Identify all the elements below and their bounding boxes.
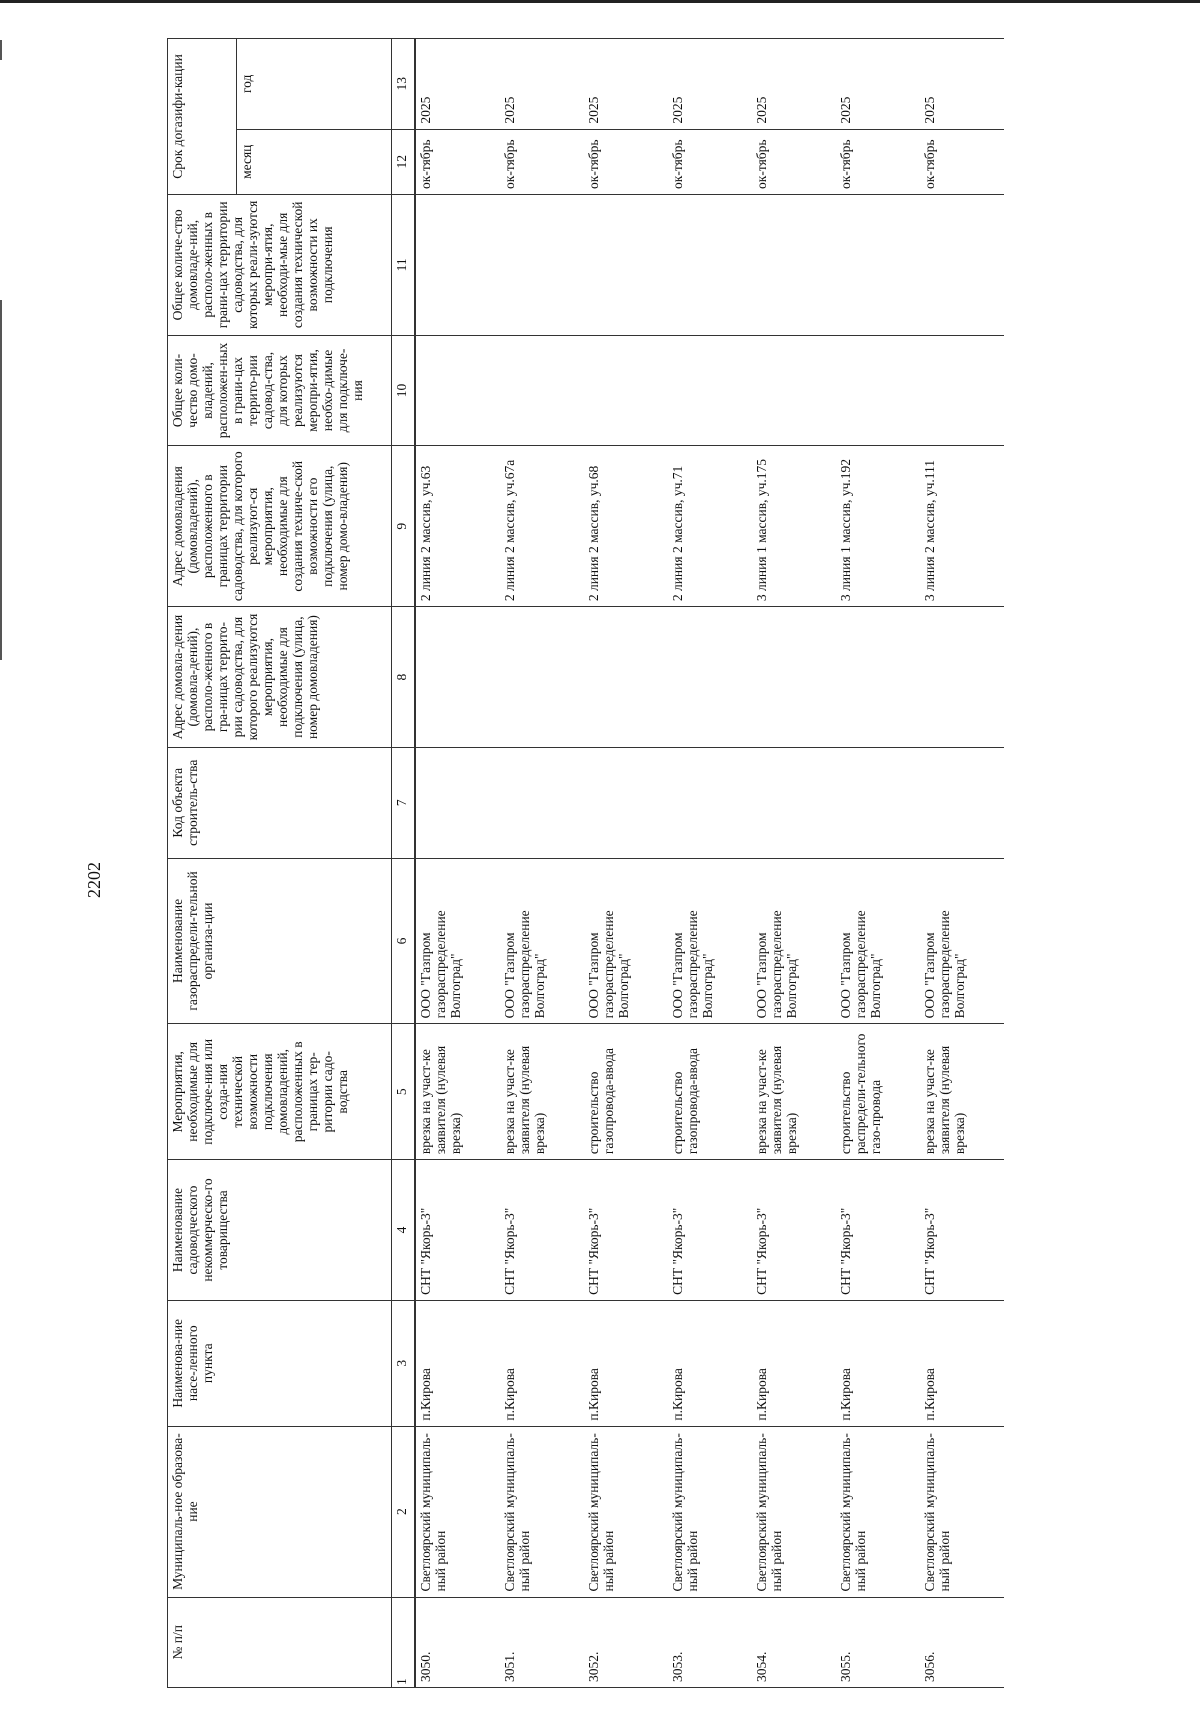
header-settlement: Наименова-ние насе-ленного пункта <box>168 1300 392 1426</box>
cell-snt: СНТ "Якорь-3" <box>584 1160 668 1301</box>
cell-gas-org: ООО "Газпром газораспределение Волгоград" <box>668 858 752 1024</box>
cell-no: 3056. <box>920 1597 1004 1687</box>
cell-year: 2025 <box>836 39 920 130</box>
cell-address-capability: 3 линия 1 массив, уч.175 <box>752 446 836 607</box>
cell-address-connection <box>752 607 836 748</box>
cell-object-code <box>920 747 1004 858</box>
cell-gas-org: ООО "Газпром газораспределение Волгоград" <box>584 858 668 1024</box>
cell-object-code <box>752 747 836 858</box>
cell-count-capability <box>415 194 500 335</box>
table-row <box>584 39 668 1688</box>
cell-month: ок-тябрь <box>415 129 500 194</box>
cell-address-connection <box>920 607 1004 748</box>
column-number: 6 <box>392 858 416 1024</box>
cell-gas-org: ООО "Газпром газораспределение Волгоград" <box>500 858 584 1024</box>
cell-month: ок-тябрь <box>668 129 752 194</box>
column-number: 2 <box>392 1426 416 1597</box>
cell-snt: СНТ "Якорь-3" <box>415 1160 500 1301</box>
cell-address-connection <box>836 607 920 748</box>
header-year: год <box>237 39 392 130</box>
header-count-capability: Общее количе-ство домовладе-ний, располо-женных в грани-цах территории садоводства, для которых реали-зуются меропри-ятия, необходи-мые для создания технической возможности их подключения <box>168 194 392 335</box>
top-border-line <box>0 0 1200 3</box>
header-municipality: Муниципаль-ное образова-ние <box>168 1426 392 1597</box>
cell-snt: СНТ "Якорь-3" <box>500 1160 584 1301</box>
cell-month: ок-тябрь <box>500 129 584 194</box>
column-number: 4 <box>392 1160 416 1301</box>
cell-count-connection <box>668 335 752 446</box>
cell-month: ок-тябрь <box>836 129 920 194</box>
cell-measures: врезка на участ-ке заявителя (нулевая врезка) <box>920 1024 1004 1160</box>
cell-address-connection <box>584 607 668 748</box>
cell-settlement: п.Кирова <box>500 1300 584 1426</box>
cell-object-code <box>415 747 500 858</box>
cell-count-connection <box>415 335 500 446</box>
cell-gas-org: ООО "Газпром газораспределение Волгоград" <box>836 858 920 1024</box>
cell-gas-org: ООО "Газпром газораспределение Волгоград" <box>920 858 1004 1024</box>
scan-edge-mark <box>0 300 2 660</box>
cell-settlement: п.Кирова <box>752 1300 836 1426</box>
table-row <box>836 39 920 1688</box>
cell-measures: врезка на участ-ке заявителя (нулевая врезка) <box>752 1024 836 1160</box>
page-number: 2202 <box>84 862 104 898</box>
cell-address-connection <box>500 607 584 748</box>
cell-settlement: п.Кирова <box>668 1300 752 1426</box>
column-number: 12 <box>392 129 416 194</box>
column-number: 11 <box>392 194 416 335</box>
cell-no: 3051. <box>500 1597 584 1687</box>
cell-count-capability <box>500 194 584 335</box>
cell-count-capability <box>836 194 920 335</box>
cell-settlement: п.Кирова <box>920 1300 1004 1426</box>
header-count-connection: Общее коли-чество домо-владений, расположен-ных в грани-цах террито-рии садовод-ства, для которых реализуются меропри-ятия, необхо-димые для подключе-ния <box>168 335 392 446</box>
cell-municipality: Светлоярский муниципаль-ный район <box>584 1426 668 1597</box>
cell-gas-org: ООО "Газпром газораспределение Волгоград" <box>752 858 836 1024</box>
cell-year: 2025 <box>415 39 500 130</box>
cell-settlement: п.Кирова <box>584 1300 668 1426</box>
cell-year: 2025 <box>668 39 752 130</box>
table-row <box>500 39 584 1688</box>
cell-measures: строительство газопровода-ввода <box>668 1024 752 1160</box>
cell-measures: строительство распредели-тельного газо-провода <box>836 1024 920 1160</box>
cell-object-code <box>668 747 752 858</box>
cell-settlement: п.Кирова <box>836 1300 920 1426</box>
cell-address-capability: 2 линия 2 массив, уч.67а <box>500 446 584 607</box>
cell-snt: СНТ "Якорь-3" <box>920 1160 1004 1301</box>
cell-municipality: Светлоярский муниципаль-ный район <box>415 1426 500 1597</box>
table-header <box>168 39 392 1688</box>
cell-year: 2025 <box>584 39 668 130</box>
cell-address-capability: 2 линия 2 массив, уч.71 <box>668 446 752 607</box>
cell-address-connection <box>668 607 752 748</box>
cell-gas-org: ООО "Газпром газораспределение Волгоград" <box>415 858 500 1024</box>
rotated-table-container <box>167 38 1192 1688</box>
column-number: 3 <box>392 1300 416 1426</box>
cell-municipality: Светлоярский муниципаль-ный район <box>668 1426 752 1597</box>
column-number: 7 <box>392 747 416 858</box>
cell-no: 3055. <box>836 1597 920 1687</box>
column-number: 9 <box>392 446 416 607</box>
cell-count-connection <box>920 335 1004 446</box>
column-number: 5 <box>392 1024 416 1160</box>
gasification-table <box>167 38 1004 1688</box>
cell-settlement: п.Кирова <box>415 1300 500 1426</box>
cell-count-capability <box>920 194 1004 335</box>
cell-municipality: Светлоярский муниципаль-ный район <box>752 1426 836 1597</box>
cell-month: ок-тябрь <box>920 129 1004 194</box>
header-measures: Мероприятия, необходимые для подключе-ния или созда-ния технической возможности подключения домовладений, расположенных в границах тер-ритории садо-водства <box>168 1024 392 1160</box>
header-address-connection: Адрес домовла-дения (домовла-дений), располо-женного в гра-ницах террито-рии садоводства, для которого реализуются мероприятия, необходимые для подключения (улица, номер домовладения) <box>168 607 392 748</box>
header-address-capability: Адрес домовладения (домовладений), расположенного в границах территории садоводства, для которого реализуют-ся мероприятия, необходимые для создания техниче-ской возможности его подключения (улица, номер домо-владения) <box>168 446 392 607</box>
cell-measures: строительство газопровода-ввода <box>584 1024 668 1160</box>
cell-municipality: Светлоярский муниципаль-ный район <box>836 1426 920 1597</box>
column-number: 13 <box>392 39 416 130</box>
column-number: 8 <box>392 607 416 748</box>
cell-month: ок-тябрь <box>584 129 668 194</box>
cell-count-capability <box>752 194 836 335</box>
cell-address-connection <box>415 607 500 748</box>
cell-address-capability: 2 линия 2 массив, уч.63 <box>415 446 500 607</box>
header-month: месяц <box>237 129 392 194</box>
cell-object-code <box>584 747 668 858</box>
cell-object-code <box>500 747 584 858</box>
cell-address-capability: 3 линия 2 массив, уч.111 <box>920 446 1004 607</box>
cell-month: ок-тябрь <box>752 129 836 194</box>
table-row <box>415 39 500 1688</box>
cell-municipality: Светлоярский муниципаль-ный район <box>500 1426 584 1597</box>
cell-count-capability <box>584 194 668 335</box>
cell-year: 2025 <box>752 39 836 130</box>
header-object-code: Код объекта строитель-ства <box>168 747 392 858</box>
cell-count-connection <box>500 335 584 446</box>
cell-snt: СНТ "Якорь-3" <box>668 1160 752 1301</box>
cell-count-connection <box>752 335 836 446</box>
scan-edge-mark <box>0 40 2 60</box>
cell-no: 3052. <box>584 1597 668 1687</box>
cell-measures: врезка на участ-ке заявителя (нулевая врезка) <box>415 1024 500 1160</box>
cell-count-capability <box>668 194 752 335</box>
table-body <box>392 39 1005 1688</box>
cell-snt: СНТ "Якорь-3" <box>752 1160 836 1301</box>
cell-municipality: Светлоярский муниципаль-ный район <box>920 1426 1004 1597</box>
cell-address-capability: 2 линия 2 массив, уч.68 <box>584 446 668 607</box>
header-gas-org: Наименование газораспредели-тельной организа-ции <box>168 858 392 1024</box>
header-snt: Наименование садоводческого некоммерческо-го товарищества <box>168 1160 392 1301</box>
table-row <box>752 39 836 1688</box>
table-row <box>920 39 1004 1688</box>
column-number-row <box>392 39 416 1688</box>
cell-address-capability: 3 линия 1 массив, уч.192 <box>836 446 920 607</box>
cell-snt: СНТ "Якорь-3" <box>836 1160 920 1301</box>
column-number: 1 <box>392 1597 416 1687</box>
cell-year: 2025 <box>500 39 584 130</box>
column-number: 10 <box>392 335 416 446</box>
cell-object-code <box>836 747 920 858</box>
cell-count-connection <box>836 335 920 446</box>
cell-no: 3053. <box>668 1597 752 1687</box>
cell-measures: врезка на участ-ке заявителя (нулевая врезка) <box>500 1024 584 1160</box>
cell-count-connection <box>584 335 668 446</box>
cell-no: 3050. <box>415 1597 500 1687</box>
header-deadline: Срок догазифи-кации <box>168 39 237 195</box>
cell-no: 3054. <box>752 1597 836 1687</box>
table-row <box>668 39 752 1688</box>
header-no: № п/п <box>168 1597 392 1687</box>
cell-year: 2025 <box>920 39 1004 130</box>
